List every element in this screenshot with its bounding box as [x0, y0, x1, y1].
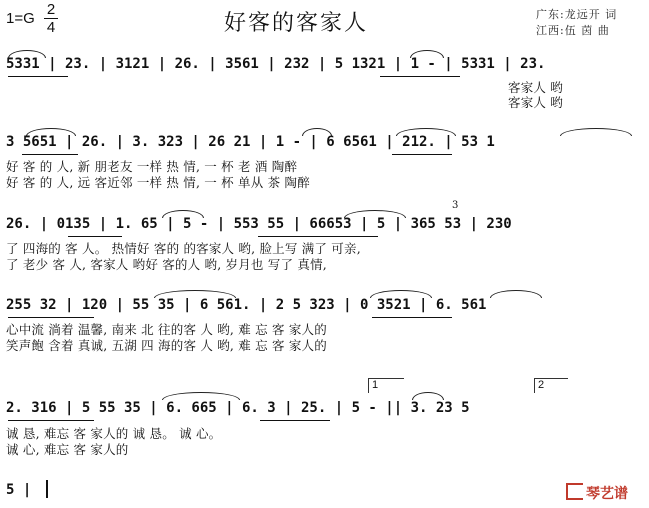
lyric-line-3b: 了 老少 客 人, 客家人 哟好 客的人 哟, 岁月也 写了 真情,: [6, 257, 327, 272]
song-title: 好客的客家人: [224, 11, 369, 36]
beam: [68, 236, 122, 237]
slur: [560, 128, 632, 136]
time-signature-top: 2: [46, 1, 56, 18]
lyric-line-1a: 客家人 哟: [508, 80, 563, 95]
lyric-line-4a: 心中流 淌着 温馨, 南来 北 往的客 人 哟, 难 忘 客 家人的: [6, 322, 327, 337]
lyricist-credit: 广东:龙远开 词: [536, 8, 618, 21]
volta-1: 1: [368, 378, 404, 393]
final-barline: [46, 480, 48, 498]
notation-row-2: 3 5651 | 26. | 3. 323 | 26 21 | 1 - | 6 6561 | 212. | 53 1: [6, 134, 495, 150]
lyric-line-4b: 笑声飽 含着 真诚, 五湖 四 海的客 人 哟, 难 忘 客 家人的: [6, 338, 327, 353]
lyric-line-5a: 诚 恳, 难忘 客 家人的 诚 恳。 诚 心。: [6, 426, 222, 441]
beam: [260, 420, 330, 421]
key-signature: 1=G: [6, 10, 35, 27]
notation-row-6: 5 |: [6, 482, 32, 498]
slur: [412, 392, 444, 400]
slur: [162, 392, 240, 400]
lyric-line-5b: 诚 心, 难忘 客 家人的: [6, 442, 129, 457]
beam: [372, 317, 452, 318]
beam: [8, 420, 94, 421]
time-signature: [44, 2, 58, 35]
notation-row-4: 255 32 | 120 | 55 35 | 6 561. | 2 5 323 | 0 3521 | 6. 561: [6, 297, 487, 313]
beam: [258, 236, 378, 237]
lyric-line-2a: 好 客 的 人, 新 朋老友 一样 热 情, 一 杯 老 酒 陶醉: [6, 159, 298, 174]
slur: [490, 290, 542, 298]
beam: [392, 154, 452, 155]
grace-note: 3: [452, 200, 459, 211]
lyric-line-1b: 客家人 哟: [508, 95, 563, 110]
beam: [22, 154, 78, 155]
notation-row-3: 26. | 0135 | 1. 65 | 5 - | 553 55 | 66653 | 5 | 365 53 | 230: [6, 216, 512, 232]
watermark-logo: [566, 483, 628, 503]
beam: [8, 317, 94, 318]
composer-credit: 江西:伍 茵 曲: [536, 24, 610, 37]
watermark-text: 琴艺谱: [586, 485, 628, 501]
beam: [380, 76, 460, 77]
beam: [8, 76, 68, 77]
time-signature-bottom: 4: [46, 19, 56, 36]
volta-2: 2: [534, 378, 568, 393]
lyric-line-2b: 好 客 的 人, 远 客近邻 一样 热 情, 一 杯 单从 茶 陶醉: [6, 175, 310, 190]
notation-row-5: 2. 316 | 5 55 35 | 6. 665 | 6. 3 | 25. | 5 - || 3. 23 5: [6, 400, 470, 416]
notation-row-1: 5331 | 23. | 3121 | 26. | 3561 | 232 | 5 1321 | 1 - | 5331 | 23.: [6, 56, 546, 72]
watermark-mark-icon: [566, 483, 583, 500]
lyric-line-3a: 了 四海的 客 人。 热情好 客的 的客家人 哟, 脸上写 满了 可亲,: [6, 241, 361, 256]
